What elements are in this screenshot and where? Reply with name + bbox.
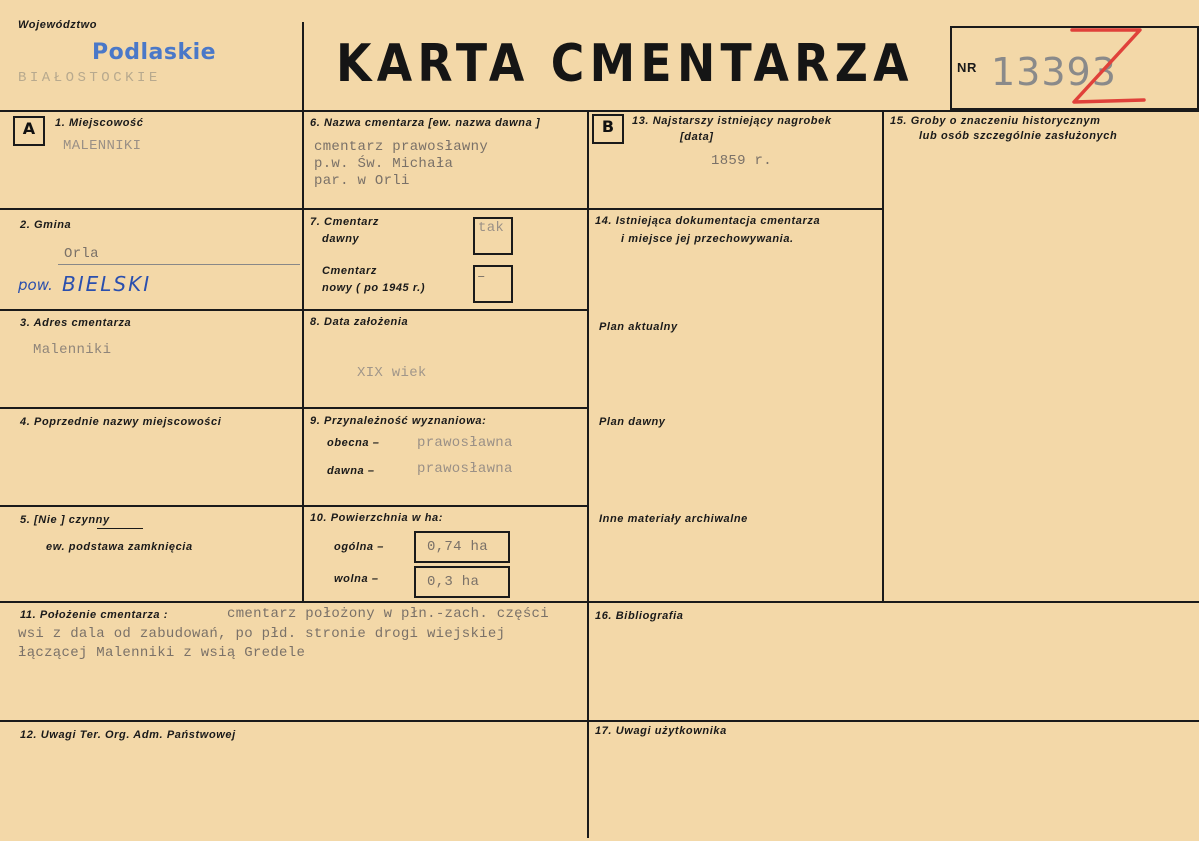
field-9-former-label: dawna – <box>327 465 375 477</box>
wojewodztwo-old: BIAŁOSTOCKIE <box>18 70 161 86</box>
section-b-letter: B <box>601 117 615 136</box>
field-14-plan-old: Plan dawny <box>599 416 666 428</box>
divider-row-3 <box>0 407 589 409</box>
field-9-former-value: prawosławna <box>417 461 513 477</box>
wojewodztwo-label: Województwo <box>18 19 98 31</box>
field-11-line-3: łączącej Malenniki z wsią Gredele <box>18 645 306 661</box>
field-6-line-2: p.w. Św. Michała <box>314 156 454 172</box>
field-2-pow-prefix: pow. <box>18 276 53 294</box>
divider-vertical-right <box>882 110 884 602</box>
field-7-new-value: – <box>477 269 486 285</box>
field-17-label: 17. Uwagi użytkownika <box>595 725 727 737</box>
field-5-label: 5. [Nie ] czynny <box>20 514 110 526</box>
field-9-label: 9. Przynależność wyznaniowa: <box>310 415 487 427</box>
page-title: KARTA CMENTARZA <box>336 34 914 94</box>
field-7-label-old-1: 7. Cmentarz <box>310 216 379 228</box>
field-14-label-1: 14. Istniejąca dokumentacja cmentarza <box>595 215 821 227</box>
wojewodztwo-stamp: Podlaskie <box>92 40 217 65</box>
field-10-total-value: 0,74 ha <box>427 539 488 555</box>
divider-row-4 <box>0 505 589 507</box>
field-9-current-label: obecna – <box>327 437 380 449</box>
field-11-line-2: wsi z dala od zabudowań, po płd. stronie drogi wiejskiej <box>18 626 506 642</box>
field-11-line-1: cmentarz położony w płn.-zach. części <box>227 606 549 622</box>
field-8-value: XIX wiek <box>357 365 427 381</box>
field-15-label-1: 15. Groby o znaczeniu historycznym <box>890 115 1101 127</box>
divider-header <box>0 110 1199 112</box>
field-13-label-1: 13. Najstarszy istniejący nagrobek <box>632 115 832 127</box>
field-3-label: 3. Adres cmentarza <box>20 317 132 329</box>
field-2-value: Orla <box>64 246 99 262</box>
field-1-label: 1. Miejscowość <box>55 117 144 129</box>
field-7-old-value: tak <box>478 220 505 236</box>
field-10-free-label: wolna – <box>334 573 379 585</box>
field-10-label: 10. Powierzchnia w ha: <box>310 512 444 524</box>
field-13-label-2: [data] <box>680 131 714 143</box>
field-12-label: 12. Uwagi Ter. Org. Adm. Państwowej <box>20 729 236 741</box>
field-2-pow-value: BIELSKI <box>62 272 152 296</box>
divider-row-5 <box>0 601 1199 603</box>
field-14-plan-current: Plan aktualny <box>599 321 678 333</box>
field-13-value: 1859 r. <box>711 153 772 169</box>
divider-row-1 <box>0 208 884 210</box>
field-3-value: Malenniki <box>33 342 112 358</box>
divider-gmina-underline <box>58 264 300 265</box>
field-14-other: Inne materiały archiwalne <box>599 513 748 525</box>
field-6-line-1: cmentarz prawosławny <box>314 139 489 155</box>
field-16-label: 16. Bibliografia <box>595 610 684 622</box>
field-9-current-value: prawosławna <box>417 435 513 451</box>
field-7-label-new-2: nowy ( po 1945 r.) <box>322 282 426 294</box>
section-a-letter: A <box>22 119 36 138</box>
divider-vertical-middle <box>587 110 589 838</box>
field-1-value: MALENNIKI <box>63 138 142 154</box>
field-8-label: 8. Data założenia <box>310 316 409 328</box>
field-7-label-new-1: Cmentarz <box>322 265 377 277</box>
field-7-label-old-2: dawny <box>322 233 360 245</box>
field-6-line-3: par. w Orli <box>314 173 410 189</box>
field-10-total-label: ogólna – <box>334 541 385 553</box>
field-2-label: 2. Gmina <box>20 219 72 231</box>
field-4-label: 4. Poprzednie nazwy miejscowości <box>20 416 222 428</box>
nr-mark <box>1060 24 1150 108</box>
field-10-free-value: 0,3 ha <box>427 574 480 590</box>
field-11-label: 11. Położenie cmentarza : <box>20 609 169 621</box>
field-6-label: 6. Nazwa cmentarza [ew. nazwa dawna ] <box>310 117 541 129</box>
field-5-underline <box>97 528 143 529</box>
field-14-label-2: i miejsce jej przechowywania. <box>621 233 794 245</box>
field-5-sub-label: ew. podstawa zamknięcia <box>46 541 193 553</box>
field-15-label-2: lub osób szczególnie zasłużonych <box>919 130 1118 142</box>
divider-vertical-left <box>302 22 304 602</box>
nr-value: 13393 <box>991 50 1117 94</box>
red-z-mark-icon <box>1060 24 1150 108</box>
divider-row-2 <box>0 309 589 311</box>
divider-row-6 <box>0 720 1199 722</box>
nr-label: NR <box>957 60 977 75</box>
